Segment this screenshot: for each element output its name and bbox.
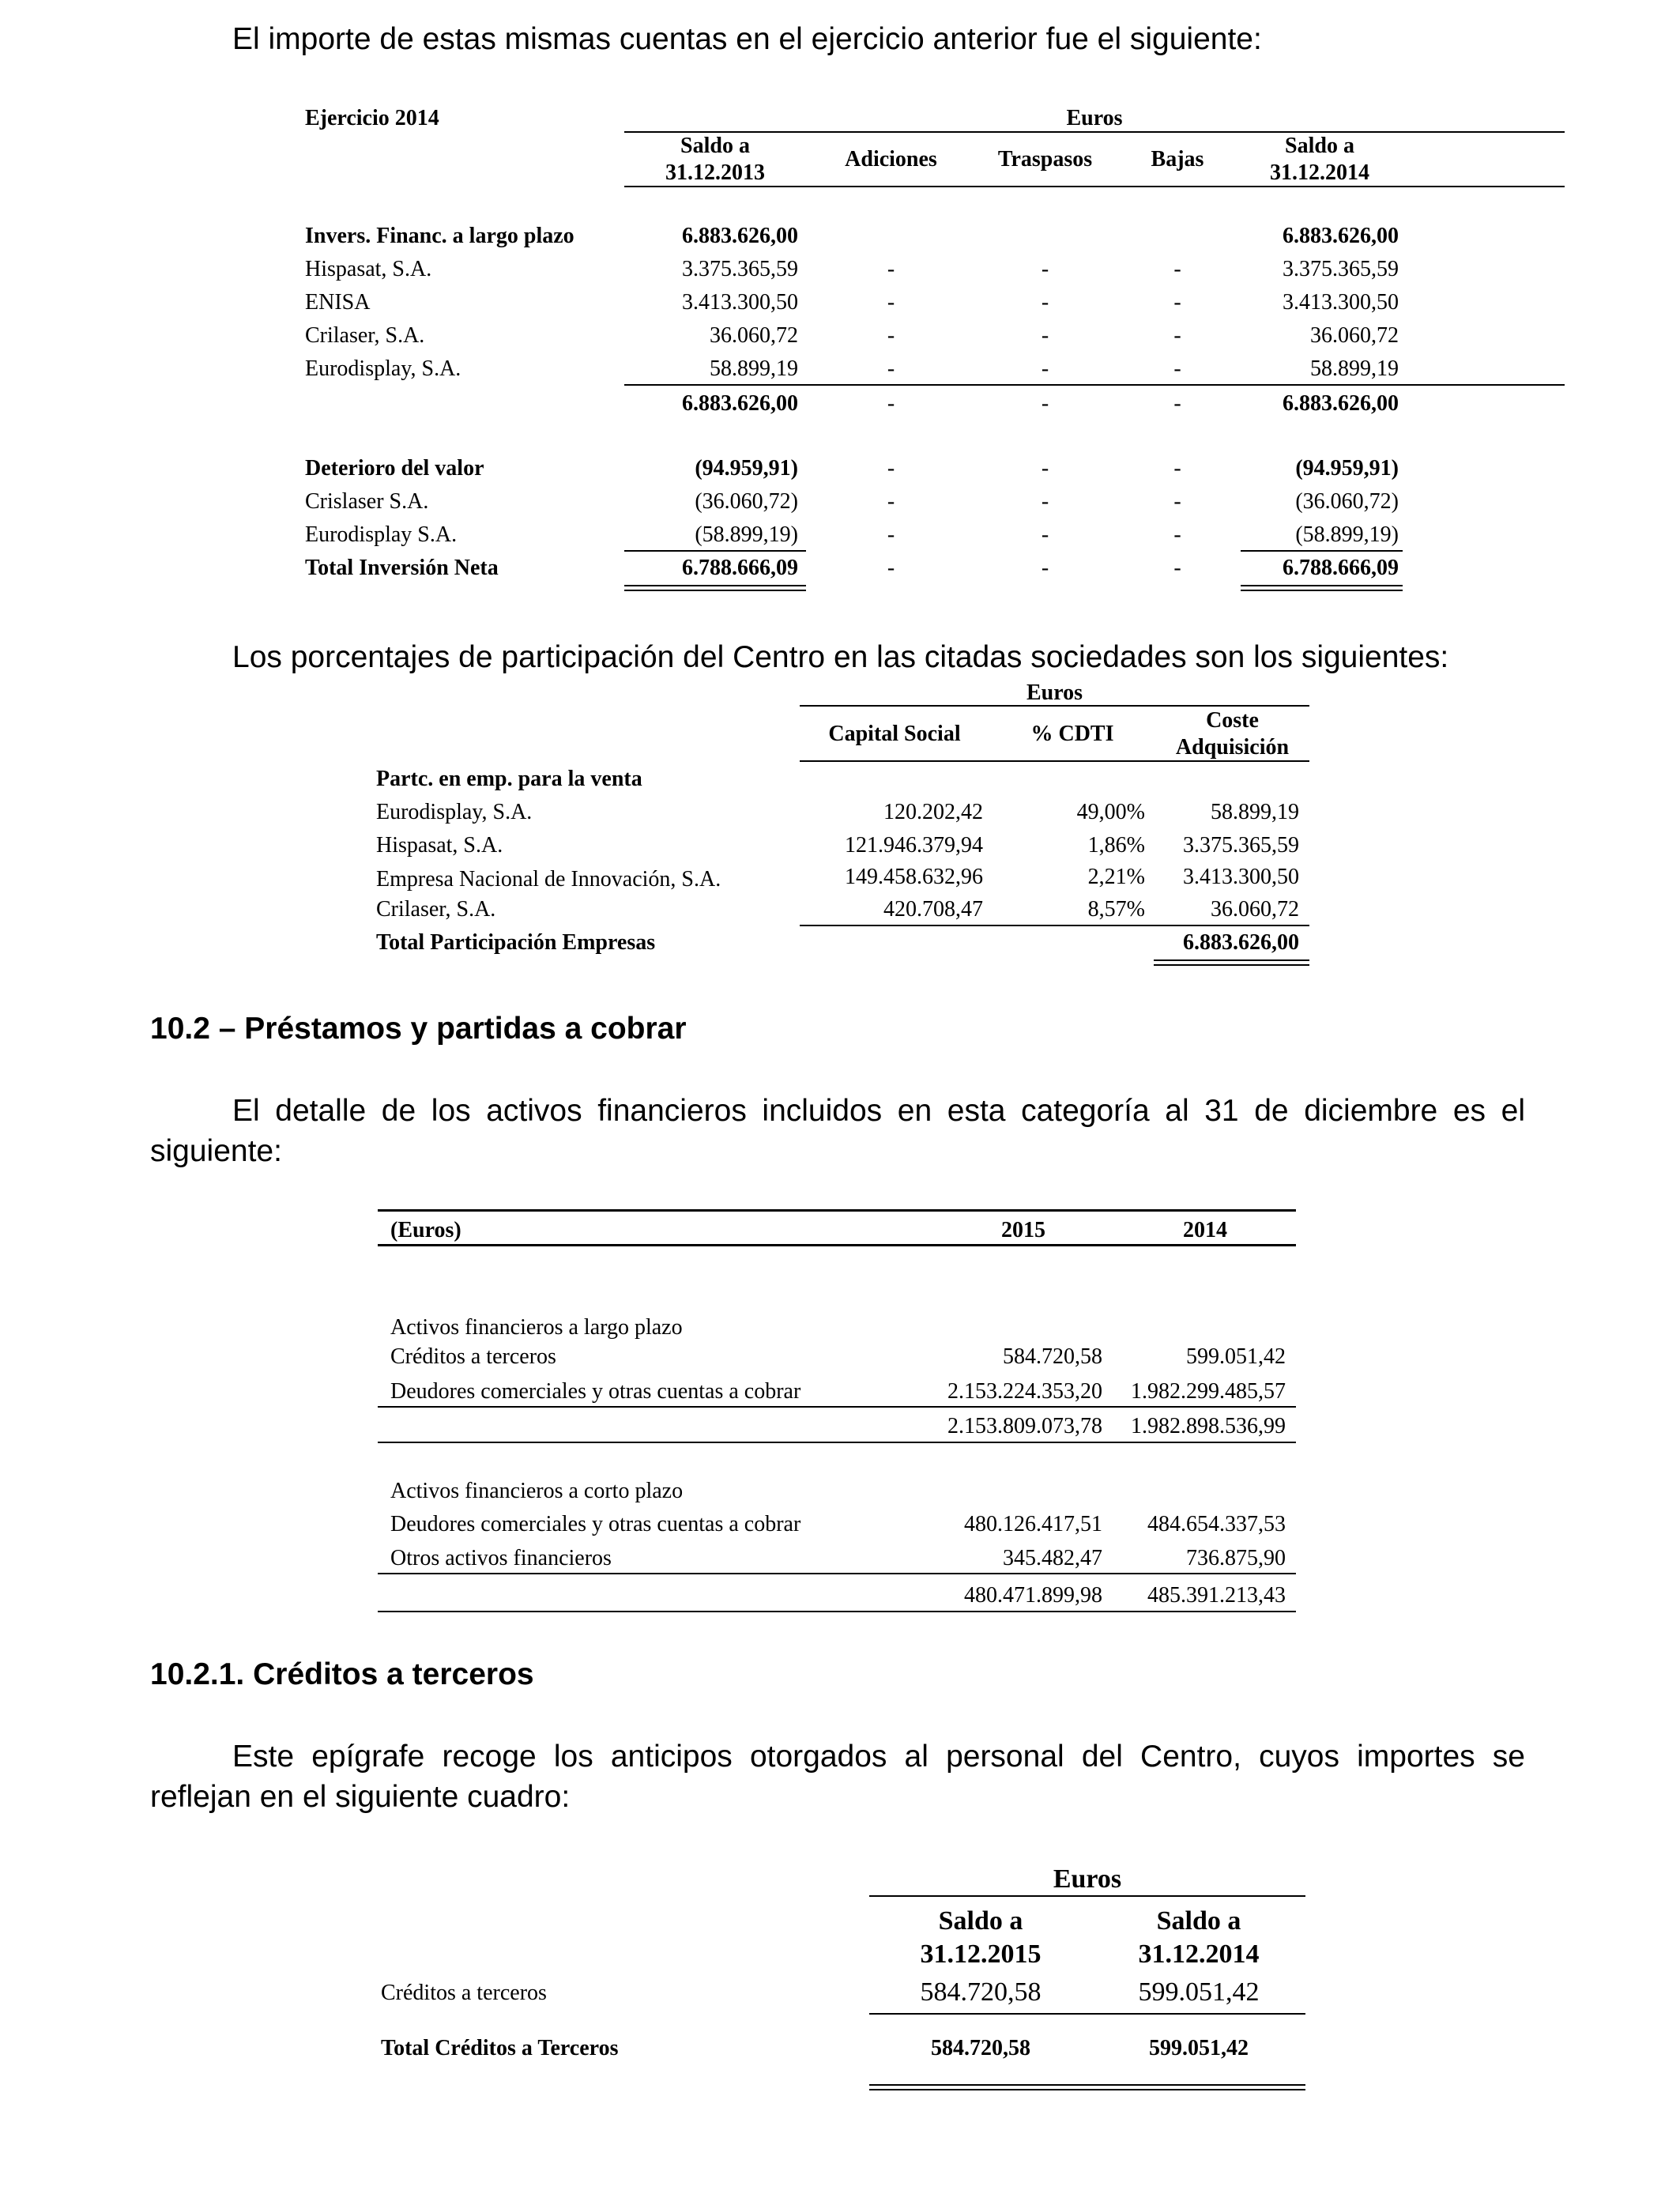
cell-ba: - bbox=[1173, 456, 1181, 481]
row-label: Hispasat, S.A. bbox=[376, 833, 503, 858]
cell-2015: 584.720,58 bbox=[1003, 1344, 1102, 1369]
cell-fin: 3.375.365,59 bbox=[1283, 257, 1399, 281]
cell-fin: 6.788.666,09 bbox=[1283, 556, 1399, 580]
cell-ad: - bbox=[887, 456, 895, 481]
col-euros: (Euros) bbox=[390, 1218, 461, 1242]
cell-2014: 599.051,42 bbox=[1186, 1344, 1286, 1369]
cell-cdti: 1,86% bbox=[1087, 833, 1145, 858]
row-label: Empresa Nacional de Innovación, S.A. bbox=[376, 867, 721, 892]
cell-ba: - bbox=[1173, 290, 1181, 315]
subtotal-rule-top bbox=[378, 1406, 1296, 1408]
double-rule bbox=[1154, 959, 1309, 966]
row-label: Crilaser, S.A. bbox=[376, 897, 496, 922]
cell-cdti: 49,00% bbox=[1076, 800, 1145, 824]
cell-tr: - bbox=[1041, 489, 1049, 514]
row-label: Deudores comerciales y otras cuentas a cobrar bbox=[390, 1379, 801, 1404]
euros-header: Euros bbox=[1053, 1864, 1122, 1894]
cell-fin: 6.883.626,00 bbox=[1283, 224, 1399, 248]
total-rule bbox=[800, 925, 1309, 926]
cell-ini: (94.959,91) bbox=[695, 456, 798, 481]
cell-ad: - bbox=[887, 391, 895, 416]
cell-ba: - bbox=[1173, 257, 1181, 281]
cell-tr: - bbox=[1041, 257, 1049, 281]
double-rule bbox=[869, 2084, 1305, 2090]
cell-2015: 2.153.224.353,20 bbox=[947, 1379, 1102, 1404]
row-label: Invers. Financ. a largo plazo bbox=[305, 224, 574, 248]
cell-ad: - bbox=[887, 356, 895, 381]
col-saldo-2014-line1: Saldo a bbox=[1285, 134, 1354, 158]
cell-ini: 58.899,19 bbox=[710, 356, 798, 381]
table-label: Ejercicio 2014 bbox=[305, 106, 439, 130]
cell-ini: 3.413.300,50 bbox=[682, 290, 798, 315]
total-label: Total Participación Empresas bbox=[376, 930, 656, 955]
section-label: Partc. en emp. para la venta bbox=[376, 767, 642, 791]
cell-ba: - bbox=[1173, 556, 1181, 580]
cp-total-rule-bottom bbox=[378, 1611, 1296, 1612]
row-2014: 599.051,42 bbox=[1138, 1977, 1260, 2007]
cell-ad: - bbox=[887, 556, 895, 580]
row-label: Deudores comerciales y otras cuentas a cobrar bbox=[390, 1512, 801, 1536]
col-capital-social: Capital Social bbox=[828, 722, 961, 746]
total-rule bbox=[869, 2013, 1305, 2015]
header-rule bbox=[869, 1895, 1305, 1897]
section-heading-10-2: 10.2 – Préstamos y partidas a cobrar bbox=[150, 1012, 687, 1046]
cell-ba: - bbox=[1173, 356, 1181, 381]
col-saldo-2013-line1: Saldo a bbox=[680, 134, 750, 158]
header-bottom-rule bbox=[800, 760, 1309, 762]
cell-tr: - bbox=[1041, 356, 1049, 381]
row-label: Créditos a terceros bbox=[381, 1981, 547, 2005]
row-label: Hispasat, S.A. bbox=[305, 257, 432, 281]
header-bottom-rule bbox=[624, 186, 1565, 187]
cell-coste: 3.413.300,50 bbox=[1183, 865, 1299, 889]
cell-coste: 3.375.365,59 bbox=[1183, 833, 1299, 858]
cell-ad: - bbox=[887, 290, 895, 315]
cell-capital: 420.708,47 bbox=[883, 897, 983, 922]
double-rule-left bbox=[624, 585, 806, 591]
total-label: Total Créditos a Terceros bbox=[381, 2036, 619, 2060]
section-label: Activos financieros a largo plazo bbox=[390, 1315, 683, 1340]
col-2014-line1: Saldo a bbox=[1156, 1906, 1241, 1936]
intro-paragraph-3-line1: El detalle de los activos financieros incluidos en esta categoría al 31 de diciembre es el bbox=[232, 1094, 1525, 1128]
cell-capital: 149.458.632,96 bbox=[845, 865, 983, 889]
intro-paragraph-1: El importe de estas mismas cuentas en el ejercicio anterior fue el siguiente: bbox=[232, 22, 1262, 56]
cell-2015: 480.126.417,51 bbox=[964, 1512, 1102, 1536]
cell-tr: - bbox=[1041, 391, 1049, 416]
row-2015: 584.720,58 bbox=[920, 1977, 1042, 2007]
cell-fin: (94.959,91) bbox=[1295, 456, 1399, 481]
col-saldo-2014-line2: 31.12.2014 bbox=[1270, 160, 1369, 185]
cell-tr: - bbox=[1041, 556, 1049, 580]
cell-fin: 58.899,19 bbox=[1310, 356, 1399, 381]
row-label: Eurodisplay S.A. bbox=[305, 522, 458, 547]
cell-ad: - bbox=[887, 257, 895, 281]
row-label: ENISA bbox=[305, 290, 371, 315]
col-2015-line1: Saldo a bbox=[938, 1906, 1023, 1936]
intro-paragraph-2: Los porcentajes de participación del Centro en las citadas sociedades son los siguientes: bbox=[232, 640, 1449, 674]
cell-tr: - bbox=[1041, 456, 1049, 481]
total-2014: 599.051,42 bbox=[1149, 2036, 1249, 2060]
cell-2015: 345.482,47 bbox=[1003, 1546, 1102, 1570]
lp-total-2015: 2.153.809.073,78 bbox=[947, 1414, 1102, 1438]
total-rule-right bbox=[1241, 550, 1403, 552]
cp-total-2015: 480.471.899,98 bbox=[964, 1583, 1102, 1608]
lp-total-2014: 1.982.898.536,99 bbox=[1131, 1414, 1286, 1438]
cell-capital: 121.946.379,94 bbox=[845, 833, 983, 858]
cell-cdti: 2,21% bbox=[1087, 865, 1145, 889]
col-cdti: % CDTI bbox=[1030, 722, 1114, 746]
col-2014-line2: 31.12.2014 bbox=[1138, 1940, 1260, 1969]
total-rule-left bbox=[624, 550, 806, 552]
cell-cdti: 8,57% bbox=[1087, 897, 1145, 922]
col-coste-line2: Adquisición bbox=[1175, 735, 1290, 760]
cell-ad: - bbox=[887, 323, 895, 348]
cell-2014: 1.982.299.485,57 bbox=[1131, 1379, 1286, 1404]
cell-ini: 6.883.626,00 bbox=[682, 391, 798, 416]
cell-fin: (58.899,19) bbox=[1295, 522, 1399, 547]
cell-2014: 736.875,90 bbox=[1186, 1546, 1286, 1570]
cell-tr: - bbox=[1041, 522, 1049, 547]
intro-paragraph-4-line1: Este epígrafe recoge los anticipos otorgados al personal del Centro, cuyos importes se bbox=[232, 1740, 1525, 1774]
row-label: Eurodisplay, S.A. bbox=[305, 356, 461, 381]
row-label: Otros activos financieros bbox=[390, 1546, 612, 1570]
col-bajas: Bajas bbox=[1151, 147, 1204, 172]
cell-ini: 6.883.626,00 bbox=[682, 224, 798, 248]
row-label: Crilaser, S.A. bbox=[305, 323, 425, 348]
col-coste-line1: Coste bbox=[1206, 708, 1259, 733]
header-rule bbox=[800, 705, 1309, 707]
row-label: Total Inversión Neta bbox=[305, 556, 499, 580]
cell-ba: - bbox=[1173, 323, 1181, 348]
cell-ba: - bbox=[1173, 489, 1181, 514]
double-rule-right bbox=[1241, 585, 1403, 591]
cell-capital: 120.202,42 bbox=[883, 800, 983, 824]
cell-2014: 484.654.337,53 bbox=[1147, 1512, 1286, 1536]
cell-tr: - bbox=[1041, 323, 1049, 348]
cell-ad: - bbox=[887, 489, 895, 514]
cell-ini: (58.899,19) bbox=[695, 522, 798, 547]
intro-paragraph-3-line2: siguiente: bbox=[150, 1134, 282, 1168]
row-label: Créditos a terceros bbox=[390, 1344, 556, 1369]
total-value: 6.883.626,00 bbox=[1183, 930, 1299, 955]
cell-fin: 6.883.626,00 bbox=[1283, 391, 1399, 416]
section-label: Activos financieros a corto plazo bbox=[390, 1479, 684, 1503]
cell-ba: - bbox=[1173, 391, 1181, 416]
cell-fin: 3.413.300,50 bbox=[1283, 290, 1399, 315]
row-label: Crislaser S.A. bbox=[305, 489, 429, 514]
col-2015-line2: 31.12.2015 bbox=[920, 1940, 1042, 1969]
section-heading-10-2-1: 10.2.1. Créditos a terceros bbox=[150, 1657, 534, 1691]
cell-coste: 36.060,72 bbox=[1211, 897, 1299, 922]
row-label: Deterioro del valor bbox=[305, 456, 484, 481]
cell-ini: 3.375.365,59 bbox=[682, 257, 798, 281]
cell-fin: (36.060,72) bbox=[1295, 489, 1399, 514]
cp-total-2014: 485.391.213,43 bbox=[1147, 1583, 1286, 1608]
col-2014: 2014 bbox=[1183, 1218, 1227, 1242]
col-saldo-2013-line2: 31.12.2013 bbox=[665, 160, 765, 185]
col-adiciones: Adiciones bbox=[845, 147, 937, 172]
col-2015: 2015 bbox=[1001, 1218, 1045, 1242]
euros-header: Euros bbox=[1026, 680, 1083, 705]
cell-tr: - bbox=[1041, 290, 1049, 315]
cell-coste: 58.899,19 bbox=[1211, 800, 1299, 824]
intro-paragraph-4-line2: reflejan en el siguiente cuadro: bbox=[150, 1780, 571, 1814]
cell-ini: (36.060,72) bbox=[695, 489, 798, 514]
header-rule bbox=[378, 1244, 1296, 1246]
cp-total-rule-top bbox=[378, 1573, 1296, 1574]
row-label: Eurodisplay, S.A. bbox=[376, 800, 533, 824]
total-2015: 584.720,58 bbox=[931, 2036, 1030, 2060]
cell-ba: - bbox=[1173, 522, 1181, 547]
euros-header: Euros bbox=[1066, 106, 1123, 130]
cell-ini: 36.060,72 bbox=[710, 323, 798, 348]
subtotal-rule-bottom bbox=[378, 1442, 1296, 1443]
col-traspasos: Traspasos bbox=[997, 147, 1093, 172]
top-rule bbox=[378, 1209, 1296, 1212]
cell-ini: 6.788.666,09 bbox=[682, 556, 798, 580]
subtotal-rule bbox=[624, 384, 1565, 386]
cell-fin: 36.060,72 bbox=[1310, 323, 1399, 348]
cell-ad: - bbox=[887, 522, 895, 547]
